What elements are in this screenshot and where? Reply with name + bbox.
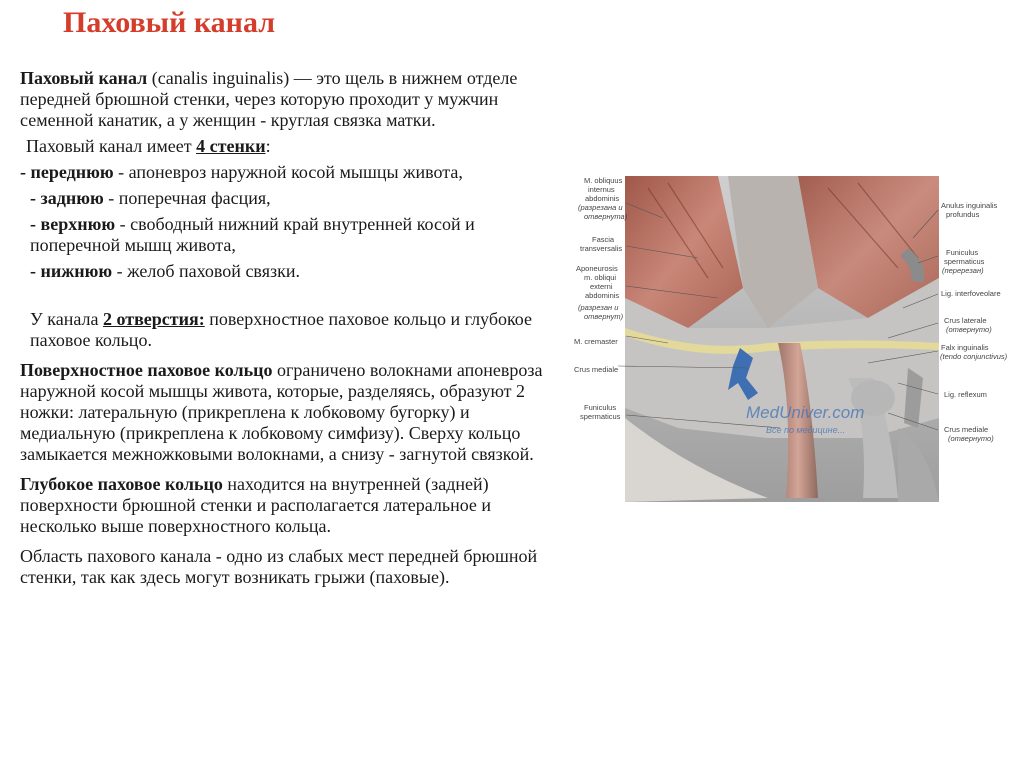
watermark-subtitle: Все по медицине...	[766, 425, 846, 435]
watermark: MedUniver.com	[746, 403, 865, 422]
label-turned: отвернута)	[584, 212, 628, 221]
superficial-ring-paragraph	[20, 360, 565, 465]
label-crus-laterale: Crus laterale	[944, 316, 987, 325]
weak-spot-paragraph: Область пахового канала - одно из слабых мест передней брюшной стенки, так как здесь могут возникать грыжи (паховые).	[20, 546, 538, 587]
openings-count: 2 отверстия:	[102, 309, 205, 329]
label-turned-back-2: (отвернуто)	[948, 434, 994, 443]
label-falx-inguinalis: Falx inguinalis	[941, 343, 989, 352]
label-spermaticus-left: spermaticus	[580, 412, 621, 421]
label-crus-mediale-left: Crus mediale	[574, 365, 619, 374]
wall-item-top	[20, 214, 565, 256]
label-m-cremaster: M. cremaster	[574, 337, 618, 346]
label-abdominis-2: abdominis	[585, 291, 620, 300]
left-labels	[574, 176, 628, 421]
wall-name: - переднюю	[20, 162, 114, 182]
text-column	[20, 68, 565, 593]
label-m-obliqui: m. obliqui	[584, 273, 617, 282]
wall-item-bottom	[20, 261, 565, 282]
slide-title: Паховый канал	[63, 6, 276, 39]
wall-text: - апоневроз наружной косой мышцы живота,	[113, 162, 463, 182]
walls-count: 4 стенки	[196, 136, 266, 156]
intro-term: Паховый канал	[20, 68, 148, 88]
label-turned-2: отвернут)	[584, 312, 624, 321]
illustration-panel	[625, 176, 939, 502]
superficial-ring-text: ограничено волокнами апоневроза наружной косой мышцы живота, которые, разделяясь, образуют 2 ножки: латеральную (прикреплена к лобковому бугорку) и медиальную (прикреплена к лобковому симфизу). Сверху кольцо замыкается межножковыми волокнами, а снизу - загнутой связкой.	[20, 360, 543, 464]
label-funiculus-right: Funiculus	[946, 248, 979, 257]
deep-ring-term: Глубокое паховое кольцо	[20, 474, 223, 494]
label-tendo-conjunctivus: (tendo conjunctivus)	[940, 352, 1008, 361]
openings-text: поверхностное паховое кольцо и глубокое паховое кольцо.	[30, 309, 533, 350]
wall-text: - свободный нижний край внутренней косой и поперечной мышц живота,	[30, 214, 475, 255]
label-anulus-inguinalis: Anulus inguinalis	[941, 201, 998, 210]
intro-paragraph	[20, 68, 565, 131]
wall-text: - желоб паховой связки.	[112, 261, 300, 281]
wall-text: - поперечная фасция,	[103, 188, 271, 208]
deep-ring-paragraph	[20, 474, 565, 537]
openings-lead: У канала	[30, 309, 103, 329]
label-internus: internus	[588, 185, 615, 194]
label-aponeurosis: Aponeurosis	[576, 264, 618, 273]
label-crus-mediale-right: Crus mediale	[944, 425, 989, 434]
openings-paragraph	[20, 309, 565, 351]
label-spermaticus-right: spermaticus	[944, 257, 985, 266]
walls-paragraph	[20, 136, 565, 157]
intro-text: (canalis inguinalis) — это щель в нижнем отделе передней брюшной стенки, через которую проходит у мужчин семенной канатик, а у женщин - круглая связка матки.	[20, 68, 518, 130]
label-profundus: profundus	[946, 210, 980, 219]
right-labels	[940, 201, 1008, 443]
label-abdominis: abdominis	[585, 194, 620, 203]
label-turned-back: (отвернуто)	[946, 325, 992, 334]
label-funiculus-left: Funiculus	[584, 403, 617, 412]
walls-colon: :	[265, 136, 271, 156]
label-externi: externi	[590, 282, 613, 291]
label-cut-open-2: (разрезан и	[578, 303, 619, 312]
label-lig-interfoveolare: Lig. interfoveolare	[941, 289, 1001, 298]
wall-name: - верхнюю	[30, 214, 116, 234]
superficial-ring-term: Поверхностное паховое кольцо	[20, 360, 273, 380]
wall-name: - заднюю	[30, 188, 104, 208]
anatomy-illustration	[568, 168, 1008, 510]
label-cut-through: (перерезан)	[942, 266, 984, 275]
label-fascia: Fascia	[592, 235, 615, 244]
deep-ring-text: находится на внутренней (задней) поверхности брюшной стенки и располагается латеральное и несколько выше поверхностного кольца.	[20, 474, 492, 536]
label-cut-open: (разрезана и	[578, 203, 623, 212]
wall-item-front	[20, 162, 565, 183]
wall-item-back	[20, 188, 565, 209]
label-lig-reflexum: Lig. reflexum	[944, 390, 987, 399]
label-m-obliquus: M. obliquus	[584, 176, 623, 185]
wall-name: - нижнюю	[30, 261, 113, 281]
label-transversalis: transversalis	[580, 244, 623, 253]
walls-lead: Паховый канал имеет	[26, 136, 197, 156]
